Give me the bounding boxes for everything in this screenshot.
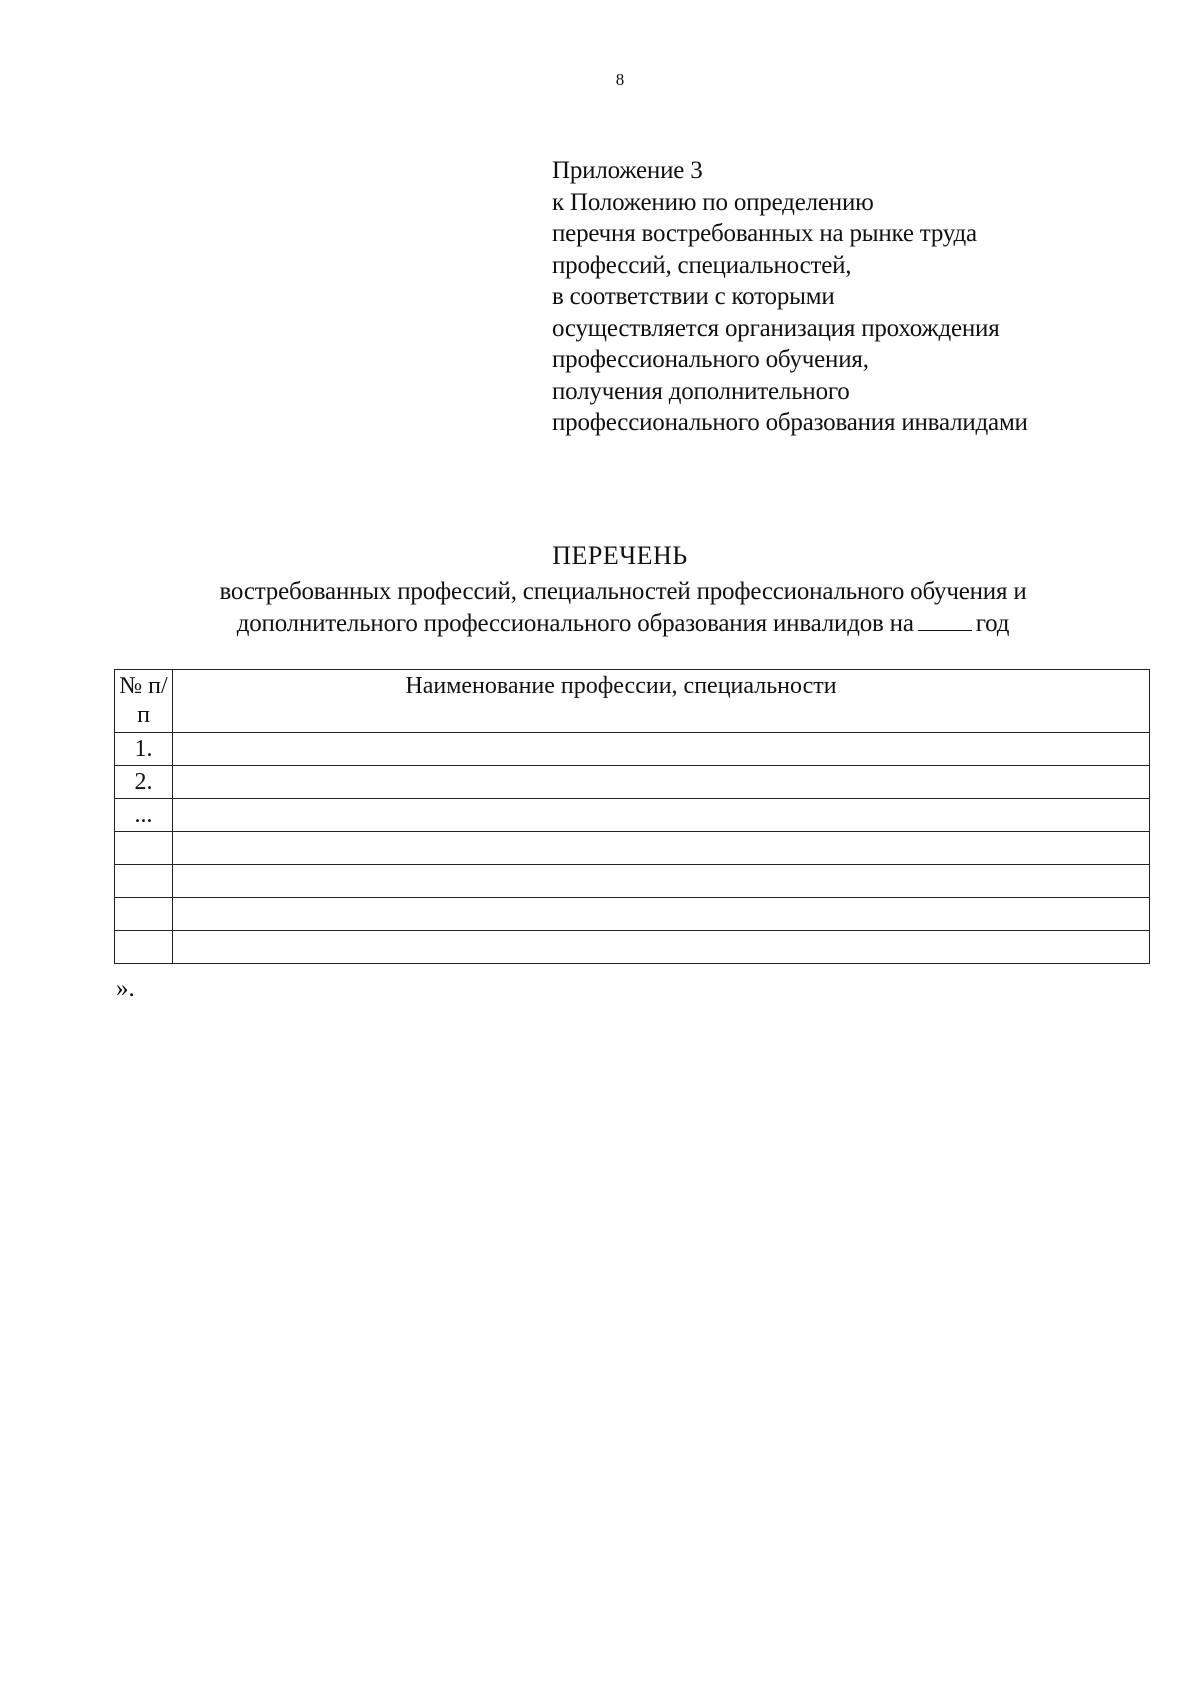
- appendix-line: получения дополнительного: [552, 377, 850, 405]
- row-number-cell: 1.: [115, 733, 173, 766]
- row-name-cell: [173, 766, 1150, 799]
- row-number-cell: [115, 898, 173, 931]
- document-subtitle: [143, 576, 1103, 640]
- appendix-line: осуществляется организация прохождения: [552, 314, 1000, 342]
- document-title: ПЕРЕЧЕНЬ: [552, 541, 688, 570]
- table-row: [115, 799, 1150, 832]
- number-column-header-label: № п/п: [119, 673, 168, 728]
- subtitle-year-word: год: [975, 610, 1010, 637]
- subtitle-line-2: [143, 608, 1103, 640]
- table-row: [115, 931, 1150, 964]
- table-row: [115, 832, 1150, 865]
- row-name-cell: [173, 931, 1150, 964]
- table-header-row: [115, 670, 1150, 733]
- appendix-line: профессий, специальностей,: [552, 251, 852, 279]
- row-number-cell: [115, 865, 173, 898]
- subtitle-line-2-text: дополнительного профессионального образования инвалидов на: [236, 610, 914, 637]
- name-column-header: [173, 670, 1150, 733]
- appendix-line: в соответствии с которыми: [552, 283, 835, 310]
- name-column-header-label: Наименование профессии, специальности: [405, 673, 837, 699]
- table-row: [115, 865, 1150, 898]
- subtitle-line-1: востребованных профессий, специальностей профессионального обучения и: [219, 578, 1027, 605]
- row-number-cell: 2.: [115, 766, 173, 799]
- appendix-reference-block: [552, 155, 1028, 439]
- row-number-cell: [115, 832, 173, 865]
- row-name-cell: [173, 898, 1150, 931]
- appendix-line: профессионального образования инвалидами: [552, 409, 1028, 436]
- table-row: [115, 898, 1150, 931]
- row-name-cell: [173, 733, 1150, 766]
- appendix-title: Приложение 3: [552, 157, 703, 184]
- appendix-line: к Положению по определению: [552, 188, 874, 216]
- row-number-cell: [115, 931, 173, 964]
- row-name-cell: [173, 865, 1150, 898]
- row-number-cell: ...: [115, 799, 173, 832]
- appendix-line: перечня востребованных на рынке труда: [552, 220, 977, 247]
- row-name-cell: [173, 799, 1150, 832]
- table-row: [115, 733, 1150, 766]
- table-row: [115, 766, 1150, 799]
- row-name-cell: [173, 832, 1150, 865]
- closing-quote-mark: ».: [116, 975, 135, 1002]
- number-column-header: [115, 670, 173, 733]
- year-blank-field: [918, 610, 972, 631]
- professions-table: [114, 669, 1150, 964]
- appendix-line: профессионального обучения,: [552, 346, 869, 373]
- page-number: 8: [615, 70, 625, 89]
